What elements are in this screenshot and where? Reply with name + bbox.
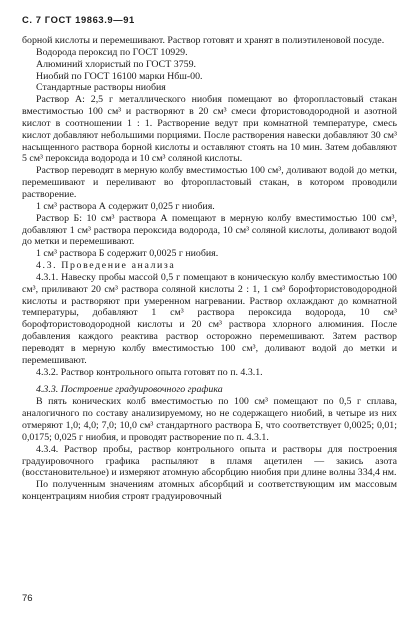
clause-4-3-3-heading: 4.3.3. Построение градуировочного графика xyxy=(36,384,223,396)
solution-a-paragraph: Раствор А: 2,5 г металлического ниобия помещают во фторопластовый стакан вместимостью 100 см³ и растворяют в 20 см³ смеси фтористоводородной и азотной кислот в соотношении 1 : 1. Растворение ведут при комнатной температуре, смесь кислот добавляют небольшими порциями. После растворения навески добавляют 30 см³ насыщенного раствора борной кислоты и оставляют стоять на 10 мин. Затем добавляют 5 см³ пероксида водорода и 10 см³ соляной кислоты. xyxy=(22,94,397,165)
section-heading-analysis: 4.3. Проведение анализа xyxy=(36,260,176,272)
clause-4-3-2: 4.3.2. Раствор контрольного опыта готовят по п. 4.3.1. xyxy=(36,366,263,378)
page-header: С. 7 ГОСТ 19863.9—91 xyxy=(22,14,135,25)
clause-4-3-4: 4.3.4. Раствор пробы, раствор контрольного опыта и растворы для построения градуировочного графика распыляют в пламя ацетилен — закись азота (восстановительное) и измеряют атомную абсорбцию ниобия при длине волны 334,4 нм. xyxy=(22,443,397,479)
reagent-hydrogen-peroxide: Водорода пероксид по ГОСТ 10929. xyxy=(36,46,188,58)
solution-a-concentration: 1 см³ раствора А содержит 0,025 г ниобия. xyxy=(36,200,215,212)
clause-4-3-1: 4.3.1. Навеску пробы массой 0,5 г помещают в коническую колбу вместимостью 100 см³, приливают 20 см³ раствора соляной кислоты 2 : 1, 1 см³ борофтористоводородной кислоты и растворяют при умеренном нагревании. Раствор охлаждают до комнатной температуры, добавляют 1 см³ раствора пероксида водорода, 10 см³ борофтористоводородной кислоты и 20 см³ раствора хлорного алюминия. После добавления каждого реактива раствор осторожно перемешивают. Затем раствор переводят в мерную колбу вместимостью 100 см³, доливают водой до метки и перемешивают. xyxy=(22,271,397,366)
calibration-paragraph: В пять конических колб вместимостью по 100 см³ помещают по 0,5 г сплава, аналогичного по составу анализируемому, но не содержащего ниобий, в четыре из них отмеряют 1,0; 4,0; 7,0; 10,0 см³ стандартного раствора Б, что соответствует 0,0025; 0,01; 0,0175; 0,025 г ниобия, и проводят растворение по п. 4.3.1. xyxy=(22,396,397,443)
reagent-niobium: Ниобий по ГОСТ 16100 марки Нбш-00. xyxy=(36,70,203,82)
solution-a-transfer-paragraph: Раствор переводят в мерную колбу вместимостью 100 см³, доливают водой до метки, перемешивают и переливают во фторопластовый стакан, в котором проводили растворение. xyxy=(22,165,397,200)
standard-solutions-heading: Стандартные растворы ниобия xyxy=(36,82,166,94)
page-number: 76 xyxy=(22,593,33,604)
solution-b-concentration: 1 см³ раствора Б содержит 0,0025 г ниобия. xyxy=(36,248,219,260)
final-paragraph: По полученным значениям атомных абсорбций и соответствующим им массовым концентрациям ниобия строят градуировочный xyxy=(22,479,397,503)
reagent-aluminium-chloride: Алюминий хлористый по ГОСТ 3759. xyxy=(36,58,196,70)
paragraph-continuation: борной кислоты и перемешивают. Раствор готовят и хранят в полиэтиленовой посуде. xyxy=(22,35,385,46)
solution-b-paragraph: Раствор Б: 10 см³ раствора А помещают в мерную колбу вместимостью 100 см³, добавляют 1 см³ раствора пероксида водорода, 10 см³ соляной кислоты, доливают водой до метки и перемешивают. xyxy=(22,212,397,248)
